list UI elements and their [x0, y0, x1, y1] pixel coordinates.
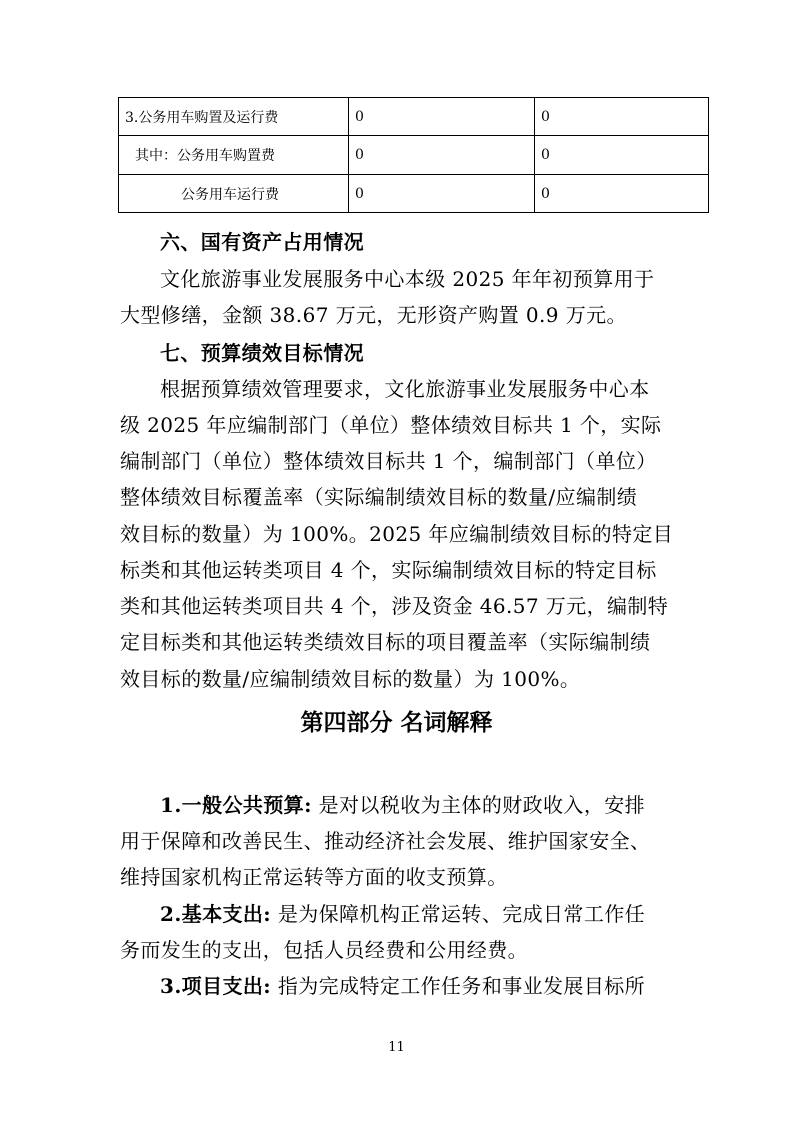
row-label: 公务用车运行费	[119, 175, 349, 213]
paragraph-line: 整体绩效目标覆盖率（实际编制绩效目标的数量/应编制绩	[120, 485, 638, 509]
term-label: 2.基本支出:	[160, 902, 272, 926]
definition-line	[160, 897, 680, 931]
paragraph-line: 文化旅游事业发展服务中心本级 2025 年年初预算用于	[160, 267, 655, 291]
paragraph-line: 效目标的数量/应编制绩效目标的数量）为 100%。	[120, 667, 581, 691]
definition-line	[160, 969, 680, 1003]
row-value: 0	[535, 98, 709, 136]
part-title: 第四部分 名词解释	[300, 710, 493, 736]
definition-text: 是为保障机构正常运转、完成日常工作任	[271, 902, 646, 926]
row-value: 0	[349, 136, 535, 175]
row-value: 0	[535, 175, 709, 213]
paragraph-line: 维持国家机构正常运转等方面的收支预算。	[120, 865, 508, 889]
row-value: 0	[349, 98, 535, 136]
paragraph-line: 务而发生的支出，包括人员经费和公用经费。	[120, 938, 528, 962]
row-value: 0	[349, 175, 535, 213]
paragraph-line: 类和其他运转类项目共 4 个，涉及资金 46.57 万元，编制特	[120, 594, 669, 618]
paragraph-line: 根据预算绩效管理要求，文化旅游事业发展服务中心本	[160, 377, 650, 401]
page-number: 11	[388, 1040, 405, 1055]
row-label: 3.公务用车购置及运行费	[119, 98, 349, 136]
vehicle-expense-table	[118, 97, 709, 213]
definition-text: 是对以税收为主体的财政收入，安排	[311, 793, 646, 817]
row-label: 其中：公务用车购置费	[119, 136, 349, 175]
table-row	[119, 136, 709, 175]
paragraph-line: 级 2025 年应编制部门（单位）整体绩效目标共 1 个，实际	[120, 413, 662, 437]
term-label: 1.一般公共预算:	[160, 793, 312, 817]
paragraph-line: 编制部门（单位）整体绩效目标共 1 个，编制部门（单位）	[120, 449, 657, 473]
section-heading: 六、国有资产占用情况	[160, 230, 364, 254]
paragraph-line: 标类和其他运转类项目 4 个，实际编制绩效目标的特定目标	[120, 558, 657, 582]
table-row	[119, 175, 709, 213]
definition-text: 指为完成特定工作任务和事业发展目标所	[271, 974, 646, 998]
paragraph-line: 效目标的数量）为 100%。2025 年应编制绩效目标的特定目	[120, 522, 674, 546]
paragraph-line: 大型修缮，金额 38.67 万元，无形资产购置 0.9 万元。	[120, 303, 627, 327]
paragraph-line: 定目标类和其他运转类绩效目标的项目覆盖率（实际编制绩	[120, 630, 651, 654]
table-row	[119, 98, 709, 136]
row-value: 0	[535, 136, 709, 175]
term-label: 3.项目支出:	[160, 974, 272, 998]
paragraph-line: 用于保障和改善民生、推动经济社会发展、维护国家安全、	[120, 829, 651, 853]
section-heading: 七、预算绩效目标情况	[160, 341, 364, 365]
definition-line	[160, 788, 680, 822]
